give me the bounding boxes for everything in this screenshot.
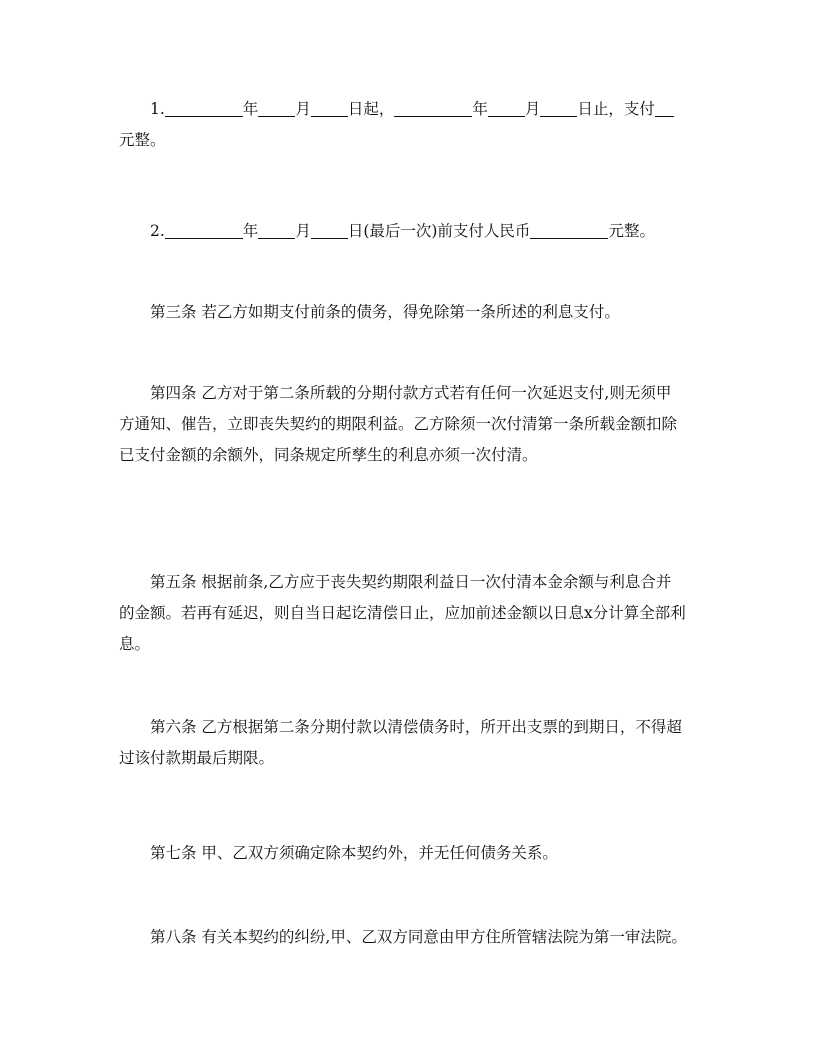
blank-field xyxy=(311,99,348,117)
blank-field xyxy=(258,221,295,239)
article-7 xyxy=(119,838,699,869)
article-5 xyxy=(119,567,699,660)
clause-item-2 xyxy=(119,216,699,247)
article-4-line-2: 方通知、催告，立即丧失契约的期限利益。乙方除须一次付清第一条所载金额扣除 xyxy=(119,415,678,433)
blank-field xyxy=(311,221,348,239)
year-label: 年 xyxy=(242,100,259,118)
year-label: 年 xyxy=(472,100,488,118)
month-label: 月 xyxy=(295,100,311,118)
blank-field xyxy=(655,99,674,117)
article-7-text: 第七条 甲、乙双方须确定除本契约外，并无任何债务关系。 xyxy=(150,844,558,862)
article-4 xyxy=(119,378,699,471)
blank-field xyxy=(258,99,295,117)
item-2-tail: 元整。 xyxy=(608,222,655,240)
article-8-line-1 xyxy=(119,922,699,953)
clause-item-2-line-1 xyxy=(119,216,699,247)
clause-item-1-line-2: 元整。 xyxy=(119,131,166,149)
article-3 xyxy=(119,297,699,328)
article-3-text: 第三条 若乙方如期支付前条的债务，得免除第一条所述的利息支付。 xyxy=(150,303,620,321)
article-4-text-1: 第四条 乙方对于第二条所载的分期付款方式若有任何一次延迟支付,则无须甲 xyxy=(150,384,672,402)
blank-field xyxy=(540,99,577,117)
clause-item-1-line-1 xyxy=(119,94,699,125)
article-5-text-1: 第五条 根据前条,乙方应于丧失契约期限利益日一次付清本金余额与利息合并 xyxy=(150,573,672,591)
article-6-line-1 xyxy=(119,712,699,743)
article-6-line-2: 过该付款期最后期限。 xyxy=(119,749,275,767)
article-6 xyxy=(119,712,699,774)
article-8-text: 第八条 有关本契约的纠纷,甲、乙双方同意由甲方住所管辖法院为第一审法院。 xyxy=(150,928,687,946)
blank-field xyxy=(530,221,608,239)
blank-field xyxy=(165,221,243,239)
month-label: 月 xyxy=(524,100,541,118)
year-label: 年 xyxy=(242,222,259,240)
blank-field xyxy=(488,99,525,117)
blank-field xyxy=(394,99,472,117)
article-3-line-1 xyxy=(119,297,699,328)
article-5-line-3: 息。 xyxy=(119,635,151,653)
article-6-text-1: 第六条 乙方根据第二条分期付款以清偿债务时，所开出支票的到期日，不得超 xyxy=(150,718,682,736)
article-4-line-3: 已支付金额的余额外，同条规定所孳生的利息亦须一次付清。 xyxy=(119,446,538,464)
article-4-line-1 xyxy=(119,378,699,409)
article-7-line-1 xyxy=(119,838,699,869)
item-2-number: 2. xyxy=(150,222,165,240)
day-label: 日(最后一次)前支付人民币 xyxy=(347,222,531,240)
day-from-label: 日起， xyxy=(347,100,395,118)
day-to-label: 日止，支付 xyxy=(577,100,655,118)
blank-field xyxy=(165,99,243,117)
clause-item-1 xyxy=(119,94,699,156)
article-5-line-2: 的金额。若再有延迟，则自当日起讫清偿日止，应加前述金额以日息x分计算全部利 xyxy=(119,604,686,622)
article-5-line-1 xyxy=(119,567,699,598)
article-8 xyxy=(119,922,699,953)
item-1-number: 1. xyxy=(150,100,165,118)
month-label: 月 xyxy=(295,222,311,240)
